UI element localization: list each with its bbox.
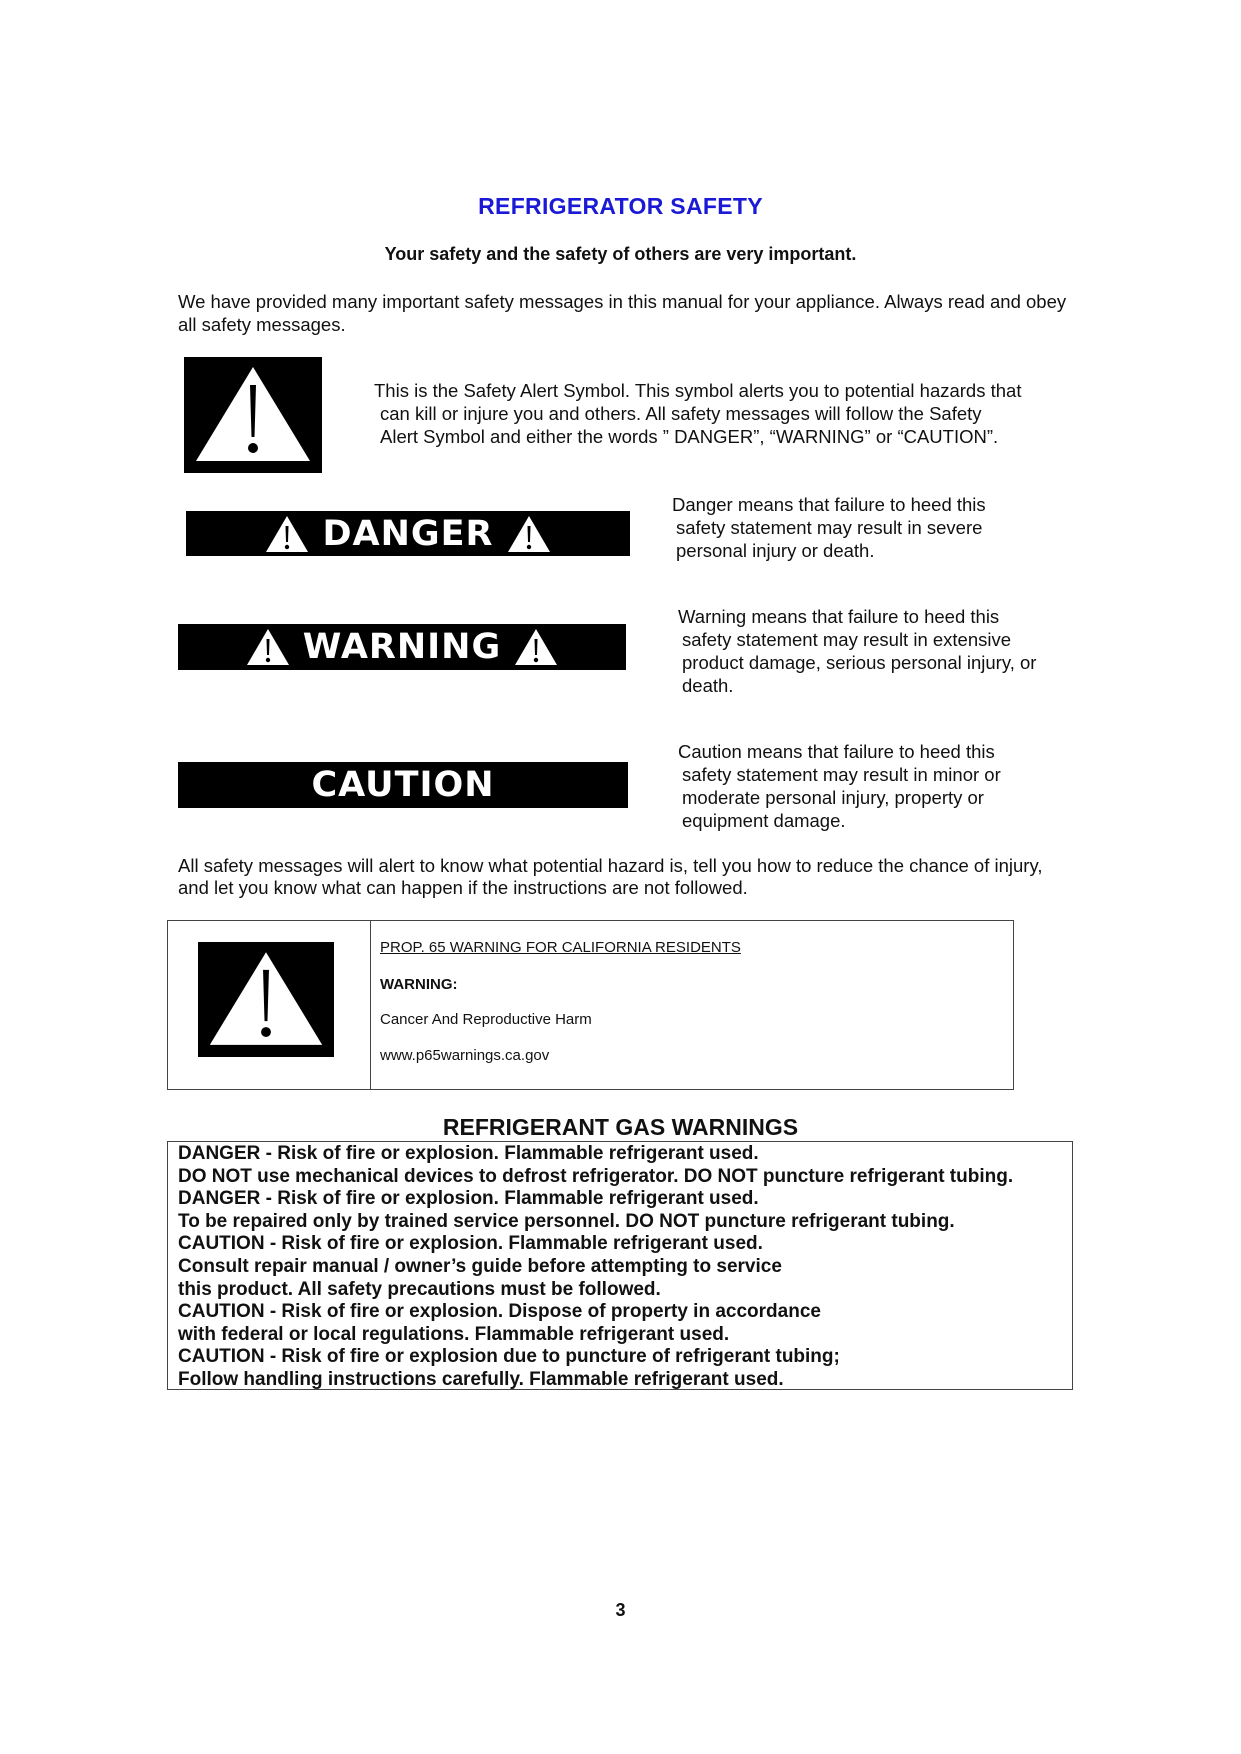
warning-triangle-icon	[513, 627, 559, 667]
prop65-hazard: Cancer And Reproductive Harm	[380, 1011, 592, 1028]
outro-paragraph: All safety messages will alert to know what potential hazard is, tell you how to reduce the chance of injury, and let you know what can happen if the instructions are not followed.	[178, 855, 1043, 898]
prop65-alert-icon	[198, 942, 334, 1057]
warning-description-line: product damage, serious personal injury, or	[682, 652, 1037, 673]
warning-banner	[178, 624, 626, 670]
caution-label: CAUTION	[311, 765, 495, 805]
danger-description-line: Danger means that failure to heed this	[672, 494, 986, 515]
warning-label: WARNING	[302, 627, 502, 667]
caution-description-line: Caution means that failure to heed this	[678, 741, 995, 762]
gas-warning-line: CAUTION - Risk of fire or explosion. Dispose of property in accordance	[178, 1301, 821, 1323]
gas-warning-line: this product. All safety precautions must be followed.	[178, 1278, 661, 1300]
danger-description-line: safety statement may result in severe	[676, 517, 983, 538]
warning-description-line: Warning means that failure to heed this	[678, 606, 1000, 627]
gas-warning-line: CAUTION - Risk of fire or explosion due to puncture of refrigerant tubing;	[178, 1346, 840, 1368]
danger-description-line: personal injury or death.	[676, 540, 875, 561]
warning-description-line: death.	[682, 675, 734, 696]
warning-description-line: safety statement may result in extensive	[682, 629, 1012, 650]
danger-description	[672, 493, 1092, 562]
caution-description-line: moderate personal injury, property or	[682, 787, 984, 808]
alert-symbol-description	[374, 379, 1074, 448]
gas-warning-line: To be repaired only by trained service personnel. DO NOT puncture refrigerant tubing.	[178, 1210, 955, 1232]
gas-warning-line: DANGER - Risk of fire or explosion. Flammable refrigerant used.	[178, 1143, 759, 1164]
page-number: 3	[615, 1600, 626, 1620]
page-title: REFRIGERATOR SAFETY	[478, 193, 763, 219]
warning-triangle-icon	[264, 514, 310, 554]
gas-warning-line: Consult repair manual / owner’s guide before attempting to service	[178, 1255, 782, 1277]
alert-symbol-line: This is the Safety Alert Symbol. This symbol alerts you to potential hazards that	[374, 380, 1022, 401]
safety-alert-symbol-icon	[184, 357, 322, 473]
gas-warnings-box	[167, 1141, 1073, 1390]
caution-banner	[178, 762, 628, 808]
caution-description-line: equipment damage.	[682, 810, 846, 831]
warning-triangle-icon	[245, 627, 291, 667]
gas-warning-line: Follow handling instructions carefully. Flammable refrigerant used.	[178, 1368, 784, 1390]
page-subtitle: Your safety and the safety of others are very important.	[384, 244, 857, 264]
gas-warning-line: DANGER - Risk of fire or explosion. Flammable refrigerant used.	[178, 1188, 759, 1210]
gas-warning-line: with federal or local regulations. Flammable refrigerant used.	[178, 1323, 730, 1345]
caution-description	[678, 740, 1098, 832]
warning-triangle-icon	[506, 514, 552, 554]
warning-description	[678, 605, 1098, 697]
prop65-website: www.p65warnings.ca.gov	[380, 1047, 550, 1064]
alert-symbol-line: Alert Symbol and either the words ” DANGER”, “WARNING” or “CAUTION”.	[380, 426, 999, 447]
alert-symbol-line: can kill or injure you and others. All safety messages will follow the Safety	[380, 403, 982, 424]
caution-description-line: safety statement may result in minor or	[682, 764, 1001, 785]
danger-banner	[186, 511, 630, 556]
danger-label: DANGER	[322, 513, 494, 554]
gas-warnings-title: REFRIGERANT GAS WARNINGS	[442, 1114, 799, 1140]
gas-warning-line: CAUTION - Risk of fire or explosion. Flammable refrigerant used.	[178, 1233, 763, 1255]
prop65-divider	[370, 920, 371, 1090]
prop65-heading: PROP. 65 WARNING FOR CALIFORNIA RESIDENTS	[380, 939, 741, 956]
gas-warning-line: DO NOT use mechanical devices to defrost refrigerator. DO NOT puncture refrigerant tubing.	[178, 1165, 1014, 1187]
intro-paragraph: We have provided many important safety messages in this manual for your appliance. Always read and obey all safety messages.	[178, 291, 1067, 335]
prop65-warning-label: WARNING:	[380, 976, 458, 993]
